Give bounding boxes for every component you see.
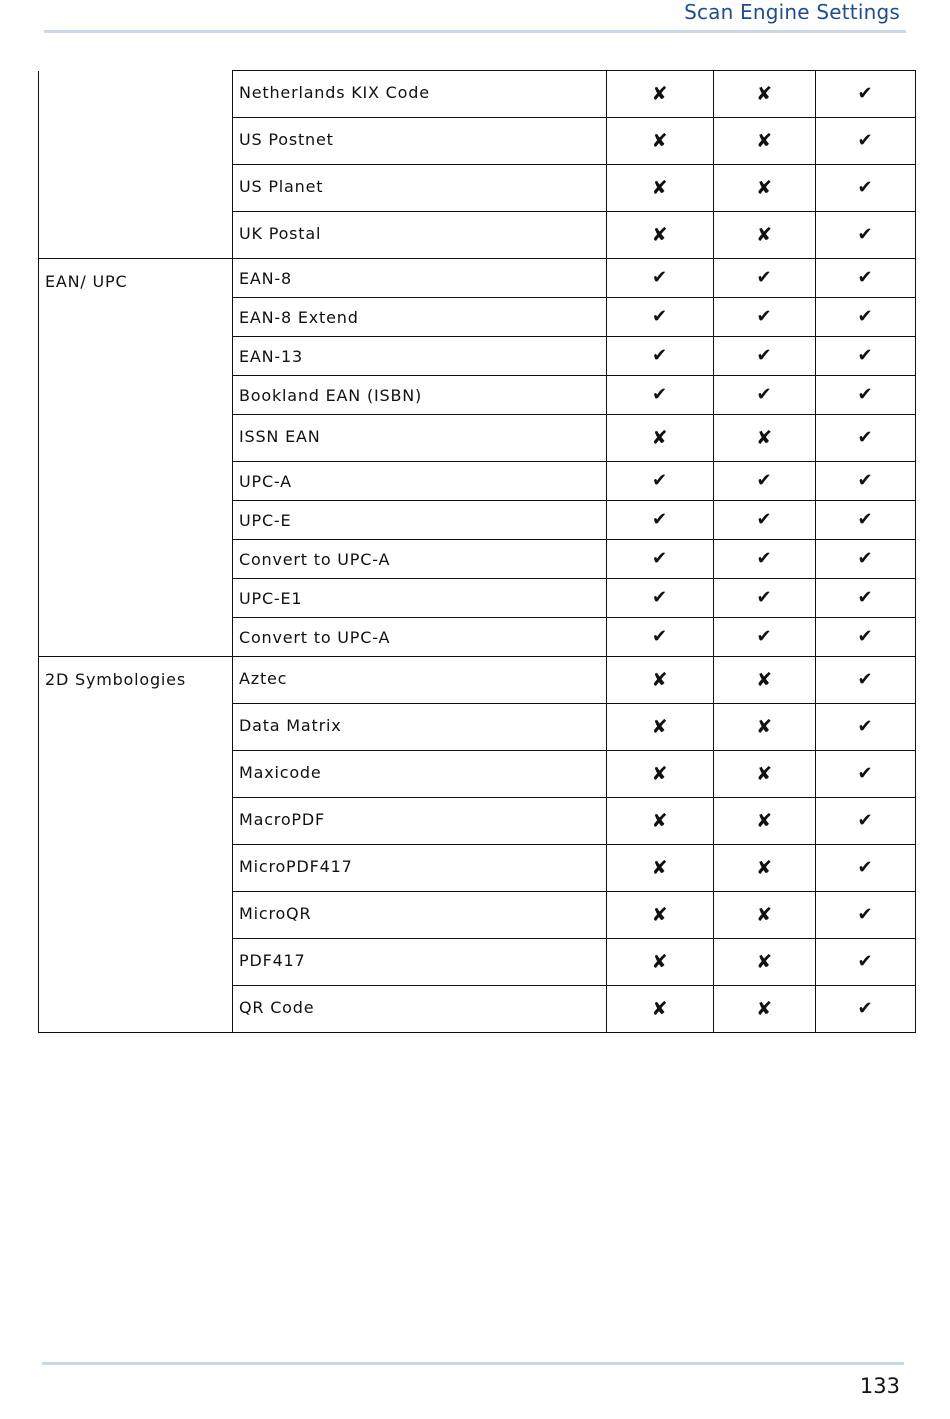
check-icon: ✔ bbox=[816, 337, 916, 376]
group-cell bbox=[39, 298, 233, 337]
group-cell: EAN/ UPC bbox=[39, 259, 233, 298]
table-row bbox=[39, 798, 916, 845]
table-row bbox=[39, 579, 916, 618]
page-header-title: Scan Engine Settings bbox=[684, 0, 900, 24]
check-icon: ✔ bbox=[816, 845, 916, 892]
table-row bbox=[39, 118, 916, 165]
cross-icon: ✘ bbox=[714, 415, 816, 462]
cross-icon: ✘ bbox=[607, 892, 714, 939]
table-row bbox=[39, 618, 916, 657]
cross-icon: ✘ bbox=[714, 939, 816, 986]
footer-divider bbox=[42, 1362, 904, 1365]
check-icon: ✔ bbox=[816, 259, 916, 298]
cross-icon: ✘ bbox=[714, 212, 816, 259]
cross-icon: ✘ bbox=[714, 845, 816, 892]
symbology-support-table bbox=[38, 70, 916, 1033]
check-icon: ✔ bbox=[607, 501, 714, 540]
cross-icon: ✘ bbox=[607, 657, 714, 704]
table-row bbox=[39, 540, 916, 579]
table-row bbox=[39, 212, 916, 259]
table-row bbox=[39, 376, 916, 415]
check-icon: ✔ bbox=[714, 298, 816, 337]
table-row bbox=[39, 751, 916, 798]
cross-icon: ✘ bbox=[607, 212, 714, 259]
group-cell bbox=[39, 751, 233, 798]
check-icon: ✔ bbox=[816, 501, 916, 540]
check-icon: ✔ bbox=[816, 118, 916, 165]
symbology-name: Convert to UPC-A bbox=[233, 540, 607, 579]
check-icon: ✔ bbox=[714, 337, 816, 376]
check-icon: ✔ bbox=[714, 540, 816, 579]
table-body bbox=[39, 71, 916, 1033]
cross-icon: ✘ bbox=[607, 118, 714, 165]
check-icon: ✔ bbox=[607, 579, 714, 618]
cross-icon: ✘ bbox=[714, 657, 816, 704]
symbology-name: EAN-8 Extend bbox=[233, 298, 607, 337]
check-icon: ✔ bbox=[607, 462, 714, 501]
table-row bbox=[39, 939, 916, 986]
group-cell bbox=[39, 415, 233, 462]
header-divider bbox=[44, 30, 906, 33]
group-cell bbox=[39, 939, 233, 986]
group-cell bbox=[39, 704, 233, 751]
page-number: 133 bbox=[859, 1374, 900, 1398]
group-cell bbox=[39, 798, 233, 845]
group-cell bbox=[39, 71, 233, 118]
group-cell bbox=[39, 618, 233, 657]
table-row bbox=[39, 298, 916, 337]
symbology-name: EAN-13 bbox=[233, 337, 607, 376]
check-icon: ✔ bbox=[816, 212, 916, 259]
table-row bbox=[39, 892, 916, 939]
check-icon: ✔ bbox=[714, 618, 816, 657]
cross-icon: ✘ bbox=[607, 751, 714, 798]
check-icon: ✔ bbox=[816, 415, 916, 462]
cross-icon: ✘ bbox=[714, 798, 816, 845]
check-icon: ✔ bbox=[607, 298, 714, 337]
group-cell bbox=[39, 540, 233, 579]
check-icon: ✔ bbox=[607, 618, 714, 657]
group-cell bbox=[39, 118, 233, 165]
symbology-name: MicroQR bbox=[233, 892, 607, 939]
check-icon: ✔ bbox=[714, 579, 816, 618]
cross-icon: ✘ bbox=[714, 118, 816, 165]
table-row bbox=[39, 845, 916, 892]
symbology-name: EAN-8 bbox=[233, 259, 607, 298]
group-cell bbox=[39, 337, 233, 376]
cross-icon: ✘ bbox=[607, 798, 714, 845]
check-icon: ✔ bbox=[816, 579, 916, 618]
group-cell bbox=[39, 845, 233, 892]
group-cell bbox=[39, 165, 233, 212]
check-icon: ✔ bbox=[816, 892, 916, 939]
group-cell bbox=[39, 212, 233, 259]
check-icon: ✔ bbox=[816, 298, 916, 337]
symbology-name: UPC-A bbox=[233, 462, 607, 501]
check-icon: ✔ bbox=[607, 259, 714, 298]
table-row bbox=[39, 337, 916, 376]
table-row bbox=[39, 71, 916, 118]
symbology-name: Netherlands KIX Code bbox=[233, 71, 607, 118]
symbology-name: Data Matrix bbox=[233, 704, 607, 751]
symbology-name: US Planet bbox=[233, 165, 607, 212]
group-cell: 2D Symbologies bbox=[39, 657, 233, 704]
check-icon: ✔ bbox=[816, 165, 916, 212]
group-cell bbox=[39, 501, 233, 540]
table-row bbox=[39, 704, 916, 751]
cross-icon: ✘ bbox=[607, 415, 714, 462]
symbology-name: PDF417 bbox=[233, 939, 607, 986]
group-cell bbox=[39, 579, 233, 618]
check-icon: ✔ bbox=[816, 540, 916, 579]
symbology-name: Maxicode bbox=[233, 751, 607, 798]
check-icon: ✔ bbox=[816, 986, 916, 1033]
cross-icon: ✘ bbox=[607, 71, 714, 118]
symbology-name: Convert to UPC-A bbox=[233, 618, 607, 657]
symbology-name: UPC-E bbox=[233, 501, 607, 540]
cross-icon: ✘ bbox=[714, 751, 816, 798]
check-icon: ✔ bbox=[714, 259, 816, 298]
cross-icon: ✘ bbox=[714, 704, 816, 751]
group-cell bbox=[39, 376, 233, 415]
check-icon: ✔ bbox=[714, 462, 816, 501]
check-icon: ✔ bbox=[816, 376, 916, 415]
check-icon: ✔ bbox=[607, 376, 714, 415]
symbology-name: Aztec bbox=[233, 657, 607, 704]
table-row bbox=[39, 165, 916, 212]
group-cell bbox=[39, 462, 233, 501]
group-cell bbox=[39, 986, 233, 1033]
symbology-name: US Postnet bbox=[233, 118, 607, 165]
symbology-name: MacroPDF bbox=[233, 798, 607, 845]
check-icon: ✔ bbox=[607, 337, 714, 376]
cross-icon: ✘ bbox=[714, 165, 816, 212]
check-icon: ✔ bbox=[714, 501, 816, 540]
check-icon: ✔ bbox=[816, 618, 916, 657]
check-icon: ✔ bbox=[816, 462, 916, 501]
cross-icon: ✘ bbox=[607, 704, 714, 751]
table-row bbox=[39, 501, 916, 540]
check-icon: ✔ bbox=[816, 704, 916, 751]
symbology-name: QR Code bbox=[233, 986, 607, 1033]
table-row bbox=[39, 986, 916, 1033]
check-icon: ✔ bbox=[816, 798, 916, 845]
cross-icon: ✘ bbox=[607, 939, 714, 986]
cross-icon: ✘ bbox=[607, 845, 714, 892]
cross-icon: ✘ bbox=[714, 71, 816, 118]
check-icon: ✔ bbox=[816, 71, 916, 118]
symbology-name: UPC-E1 bbox=[233, 579, 607, 618]
cross-icon: ✘ bbox=[714, 986, 816, 1033]
table-row bbox=[39, 657, 916, 704]
symbology-name: ISSN EAN bbox=[233, 415, 607, 462]
group-cell bbox=[39, 892, 233, 939]
cross-icon: ✘ bbox=[607, 986, 714, 1033]
check-icon: ✔ bbox=[607, 540, 714, 579]
table-row bbox=[39, 415, 916, 462]
check-icon: ✔ bbox=[816, 751, 916, 798]
check-icon: ✔ bbox=[816, 657, 916, 704]
table-row bbox=[39, 462, 916, 501]
table-row bbox=[39, 259, 916, 298]
cross-icon: ✘ bbox=[714, 892, 816, 939]
symbology-name: MicroPDF417 bbox=[233, 845, 607, 892]
symbology-name: Bookland EAN (ISBN) bbox=[233, 376, 607, 415]
check-icon: ✔ bbox=[816, 939, 916, 986]
check-icon: ✔ bbox=[714, 376, 816, 415]
symbology-name: UK Postal bbox=[233, 212, 607, 259]
cross-icon: ✘ bbox=[607, 165, 714, 212]
